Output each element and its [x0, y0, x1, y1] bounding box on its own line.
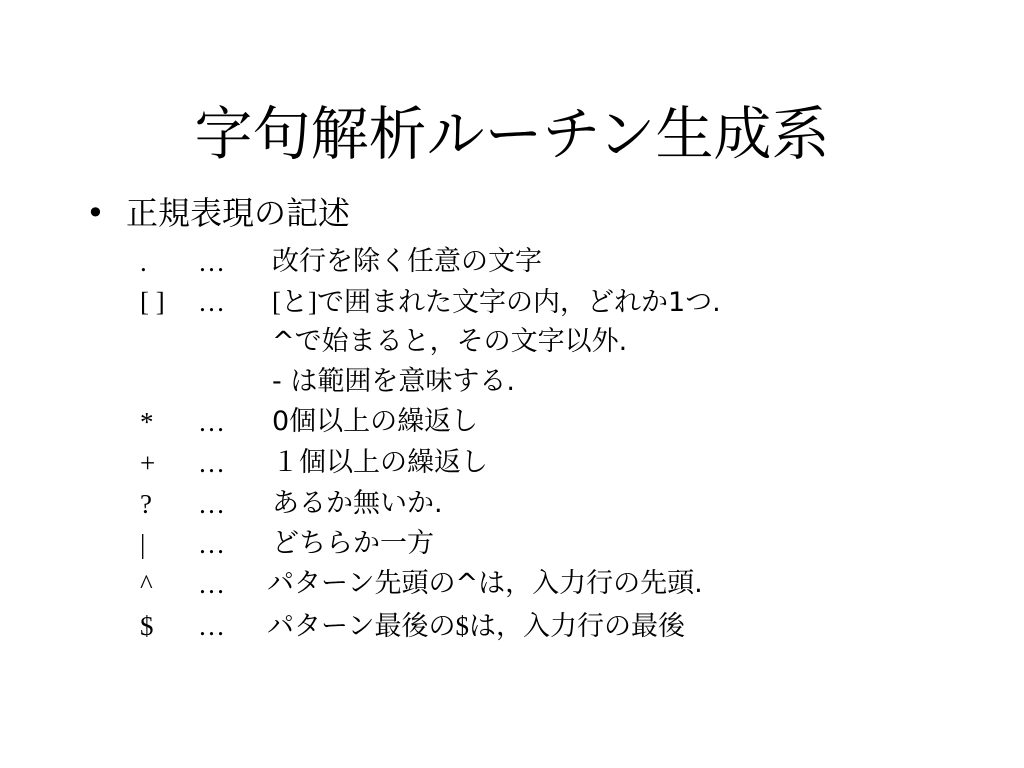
description-part: パターン最後の [267, 611, 456, 642]
symbol-description: あるか無いか. [272, 488, 443, 519]
description-rest: で囲まれた文字の内，どれか1つ. [317, 287, 721, 318]
ellipsis: … [198, 448, 225, 478]
bullet-marker: • [86, 194, 105, 232]
symbol-description: パターン先頭の^は，入力行の先頭. [267, 568, 703, 599]
bracket-open: [ [272, 287, 281, 317]
bullet-text: 正規表現の記述 [126, 194, 351, 232]
regex-symbol: ^ [140, 569, 153, 599]
symbol-description: 0個以上の繰返し [272, 406, 479, 437]
description-part: は，入力行の最後 [468, 611, 685, 642]
bullet-heading [86, 191, 350, 235]
ellipsis: … [198, 407, 225, 437]
ellipsis: … [198, 569, 225, 599]
regex-symbol: $ [140, 611, 154, 641]
ellipsis: … [198, 489, 225, 519]
ellipsis: … [198, 529, 225, 559]
ellipsis: … [198, 611, 225, 641]
ellipsis: … [198, 287, 225, 317]
symbol-description: １個以上の繰返し [272, 447, 488, 478]
symbol-description: - は範囲を意味する. [272, 366, 515, 397]
regex-symbol: * [140, 407, 154, 437]
symbol-description [267, 608, 685, 645]
symbol-description: 改行を除く任意の文字 [272, 246, 542, 277]
regex-symbol: + [140, 448, 156, 478]
slide-title: 字句解析ルーチン生成系 [194, 100, 830, 168]
symbol-description: どちらか一方 [272, 528, 434, 559]
bracket-close: ] [308, 287, 317, 317]
ellipsis: … [198, 247, 225, 277]
symbol-description [272, 284, 721, 321]
bracket-content: と [281, 287, 308, 318]
dollar-symbol: $ [455, 611, 469, 641]
symbol-description: ^で始まると，その文字以外. [272, 326, 628, 357]
regex-symbol: ? [140, 489, 152, 519]
regex-symbol: . [140, 247, 147, 277]
regex-symbol: [ ] [140, 287, 165, 317]
regex-symbol: | [140, 529, 146, 559]
